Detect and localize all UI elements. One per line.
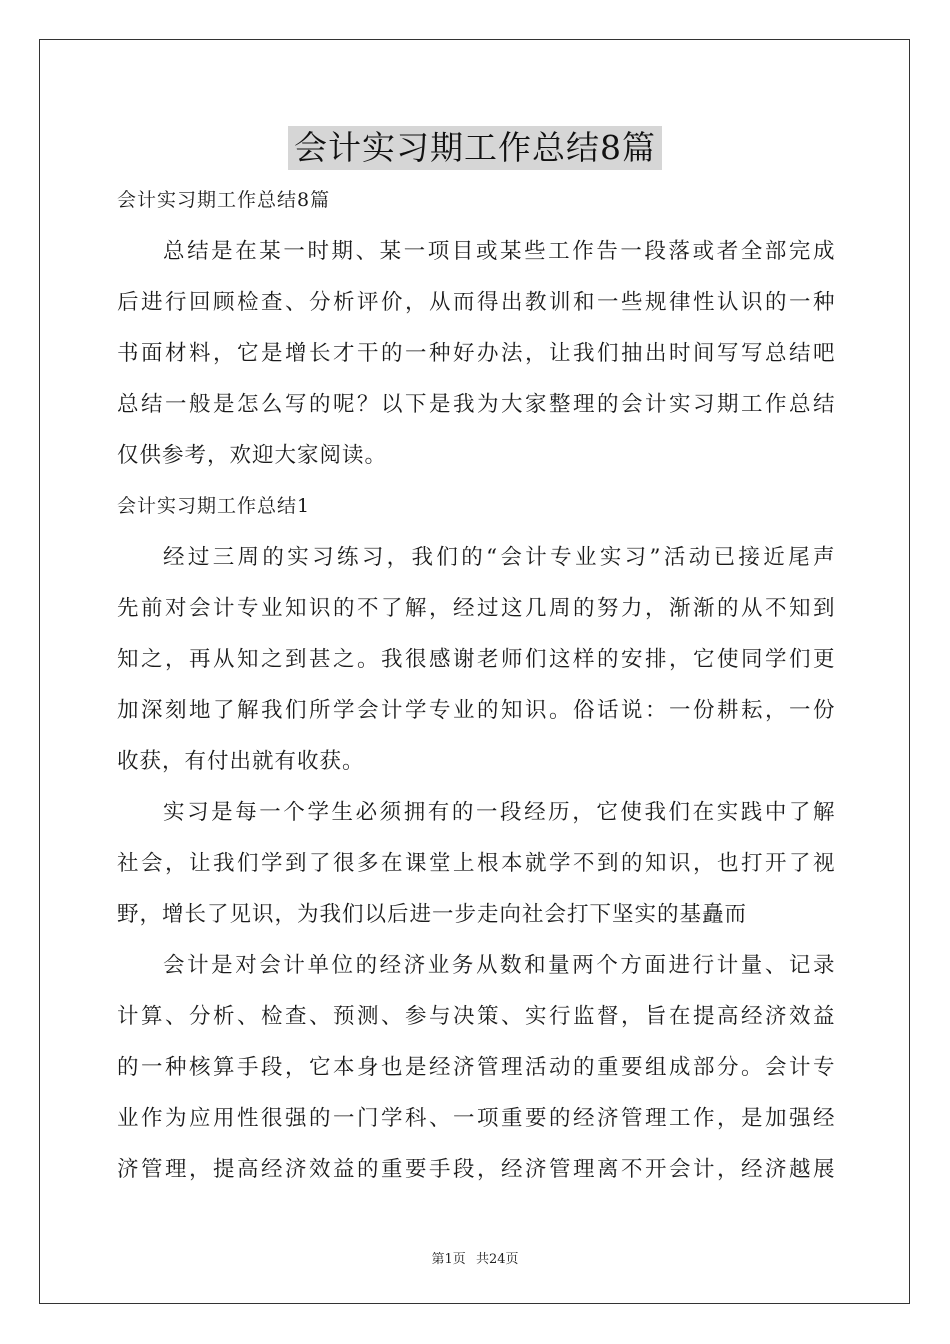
- body-text-line: 经过三周的实习练习，我们的“会计专业实习”活动已接近尾声: [163, 545, 835, 570]
- document-title: 会计实习期工作总结8篇: [288, 126, 662, 170]
- body-text-line: 后进行回顾检查、分析评价，从而得出教训和一些规律性认识的一种: [117, 290, 835, 315]
- body-text-line: 会计是对会计单位的经济业务从数和量两个方面进行计量、记录: [163, 953, 835, 978]
- body-text-line: 社会，让我们学到了很多在课堂上根本就学不到的知识，也打开了视: [117, 851, 835, 876]
- title-container: [0, 126, 950, 170]
- body-text-line: 总结是在某一时期、某一项目或某些工作告一段落或者全部完成: [163, 239, 835, 264]
- section-heading: 会计实习期工作总结1: [117, 495, 311, 517]
- body-text-line: 济管理，提高经济效益的重要手段，经济管理离不开会计，经济越展: [117, 1157, 835, 1182]
- page-footer: [0, 1248, 950, 1267]
- body-text-line: 野，增长了见识，为我们以后进一步走向社会打下坚实的基矗而: [117, 902, 748, 927]
- body-text-line: 加深刻地了解我们所学会计学专业的知识。俗话说：一份耕耘，一份: [117, 698, 835, 723]
- body-text-line: 计算、分析、检查、预测、参与决策、实行监督，旨在提高经济效益: [117, 1004, 835, 1029]
- body-text-line: 先前对会计专业知识的不了解，经过这几周的努力，渐渐的从不知到: [117, 596, 835, 621]
- body-text-line: 知之，再从知之到甚之。我很感谢老师们这样的安排，它使同学们更: [117, 647, 835, 672]
- body-text-line: 收获，有付出就有收获。: [117, 749, 365, 774]
- page-number: 第1页: [431, 1252, 466, 1267]
- body-text-line: 总结一般是怎么写的呢？以下是我为大家整理的会计实习期工作总结: [117, 392, 835, 417]
- page-total: 共24页: [475, 1252, 519, 1267]
- body-text-line: 业作为应用性很强的一门学科、一项重要的经济管理工作，是加强经: [117, 1106, 835, 1131]
- body-text-line: 书面材料，它是增长才干的一种好办法，让我们抽出时间写写总结吧: [117, 341, 835, 366]
- body-text-line: 实习是每一个学生必须拥有的一段经历，它使我们在实践中了解: [163, 800, 835, 825]
- body-text-line: 的一种核算手段，它本身也是经济管理活动的重要组成部分。会计专: [117, 1055, 835, 1080]
- body-text-line: 仅供参考，欢迎大家阅读。: [117, 443, 388, 468]
- section-heading: 会计实习期工作总结8篇: [117, 189, 331, 211]
- document-body: [117, 175, 835, 1195]
